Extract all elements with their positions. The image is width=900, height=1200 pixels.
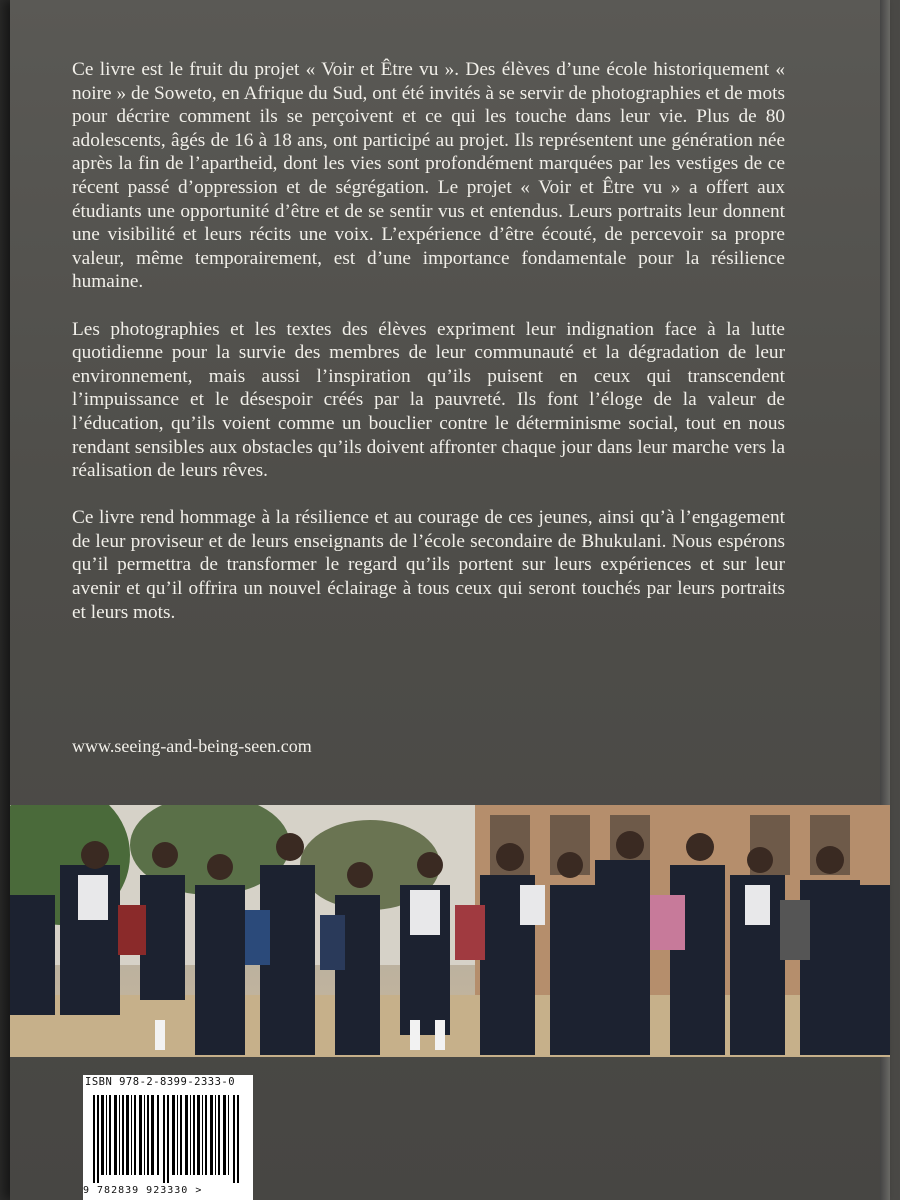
website-url: www.seeing-and-being-seen.com: [72, 736, 312, 756]
barcode-number: 9 782839 923330 >: [83, 1185, 203, 1196]
blurb-paragraph-2: Les photographies et les textes des élèves expriment leur indignation face à la lutte quotidienne pour la survie des membres de leur communauté et la dégradation de leur environnement, mais aussi l’inspiration qu’ils puisent en ceux qui transcendent l’impuissance et le désespoir créés par la pauvreté. Ils font l’éloge de la valeur de l’éducation, qu’ils voient comme un bouclier contre le déterminisme social, tout en nous rendant sensibles aux obstacles qu’ils doivent affronter chaque jour dans leur marche vers la réalisation de leurs rêves.: [72, 318, 785, 482]
blurb-paragraph-3: Ce livre rend hommage à la résilience et au courage de ces jeunes, ainsi qu’à l’engagement de leur proviseur et de leurs enseignants de l’école secondaire de Bhukulani. Nous espérons qu’il permettra de transformer le regard qu’ils portent sur leurs expériences et sur leur avenir et qu’il offrira un nouvel éclairage à tous ceux qui seront touchés par leurs portraits et leurs mots.: [72, 507, 785, 623]
isbn-barcode: [83, 1075, 253, 1200]
students-photo: [10, 805, 890, 1057]
blurb-paragraph-1: Ce livre est le fruit du projet « Voir et Être vu ». Des élèves d’une école historiquement « noire » de Soweto, en Afrique du Sud, ont été invités à se servir de photographies et de mots pour décrire comment ils se perçoivent et ce qui les touche dans leur vie. Plus de 80 adolescents, âgés de 16 à 18 ans, ont participé au projet. Ils représentent une génération née après la fin de l’apartheid, dont les vies sont profondément marquées par les vestiges de ce récent passé d’oppression et de ségrégation. Le projet « Voir et Être vu » a offert aux étudiants une opportunité d’être et de se sentir vus et entendus. Leurs portraits leur donnent une visibilité et leurs récits une voix. L’expérience d’être écouté, de percevoir sa propre valeur, même temporairement, est d’une importance fondamentale pour la résilience humaine.: [72, 59, 785, 293]
isbn-label: ISBN 978-2-8399-2333-0: [85, 1076, 236, 1088]
blurb-text: [72, 58, 785, 648]
barcode-bars: [89, 1095, 247, 1183]
